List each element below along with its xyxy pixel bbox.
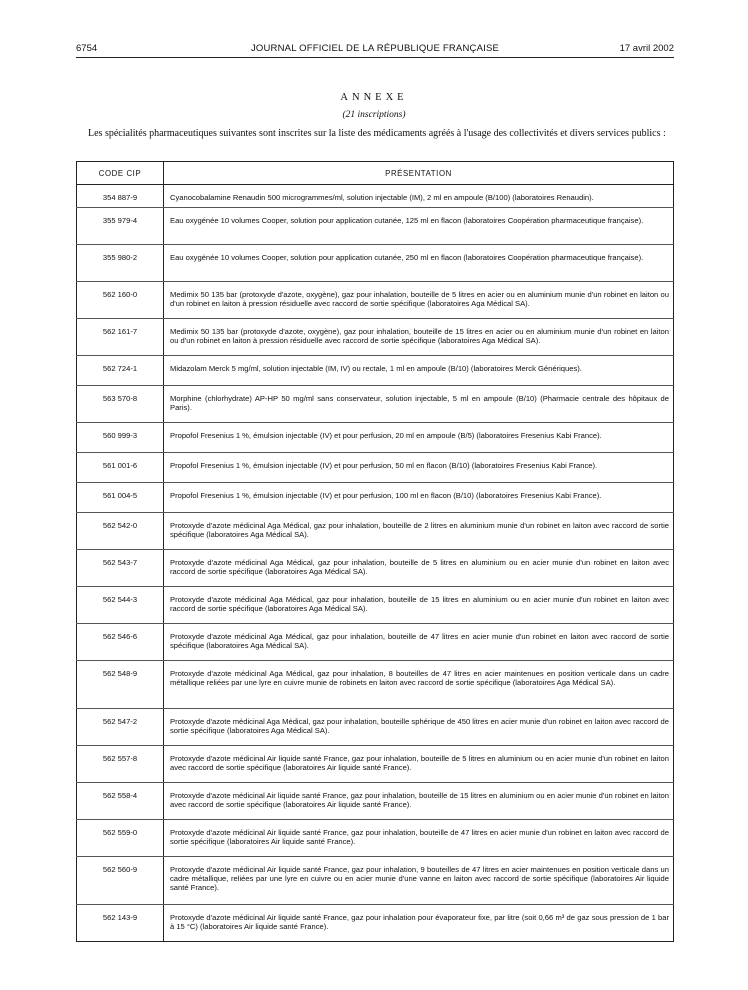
presentation-cell: Protoxyde d'azote médicinal Air liquide santé France, gaz pour inhalation, bouteille de 15 litres en aluminium ou en acier munie d'un robinet en laiton avec raccord de sortie spécifique (laboratoires Air liquide santé France). bbox=[164, 783, 674, 820]
presentation-cell: Protoxyde d'azote médicinal Air liquide santé France, gaz pour inhalation pour évaporateur fixe, par litre (soit 0,66 m³ de gaz sous pression de 1 bar à 15 °C) (laboratoires Air liquide santé France). bbox=[164, 905, 674, 942]
table-row bbox=[77, 453, 674, 483]
cip-code-cell: 560 999-3 bbox=[77, 423, 164, 453]
cip-code-cell: 354 887-9 bbox=[77, 185, 164, 208]
cip-code-cell: 561 004-5 bbox=[77, 483, 164, 513]
table-row bbox=[77, 185, 674, 208]
cip-code-cell: 355 980-2 bbox=[77, 245, 164, 282]
presentation-cell: Midazolam Merck 5 mg/ml, solution injectable (IM, IV) ou rectale, 1 ml en ampoule (B/10) (laboratoires Merck Génériques). bbox=[164, 356, 674, 386]
table-row bbox=[77, 783, 674, 820]
table-row bbox=[77, 905, 674, 942]
cip-code-cell: 562 547-2 bbox=[77, 709, 164, 746]
column-header-code: CODE CIP bbox=[77, 162, 164, 185]
presentation-cell: Propofol Fresenius 1 %, émulsion injectable (IV) et pour perfusion, 50 ml en flacon (B/10) (laboratoires Fresenius Kabi France). bbox=[164, 453, 674, 483]
presentation-cell: Protoxyde d'azote médicinal Aga Médical, gaz pour inhalation, bouteille de 15 litres en aluminium ou en acier munie d'un robinet en laiton avec raccord de sortie spécifique (laboratoires Aga Médical SA). bbox=[164, 587, 674, 624]
cip-code-cell: 562 548-9 bbox=[77, 661, 164, 709]
table-row bbox=[77, 319, 674, 356]
running-header bbox=[76, 41, 674, 58]
cip-code-cell: 562 560-9 bbox=[77, 857, 164, 905]
table-row bbox=[77, 550, 674, 587]
presentation-cell: Cyanocobalamine Renaudin 500 microgrammes/ml, solution injectable (IM), 2 ml en ampoule (B/100) (laboratoires Renaudin). bbox=[164, 185, 674, 208]
annexe-title: ANNEXE bbox=[340, 92, 408, 103]
presentation-cell: Propofol Fresenius 1 %, émulsion injectable (IV) et pour perfusion, 100 ml en flacon (B/10) (laboratoires Fresenius Kabi France). bbox=[164, 483, 674, 513]
presentation-cell: Protoxyde d'azote médicinal Aga Médical, gaz pour inhalation, bouteille de 5 litres en aluminium ou en acier munie d'un robinet en laiton avec raccord de sortie spécifique (laboratoires Aga Médical SA). bbox=[164, 550, 674, 587]
presentation-cell: Protoxyde d'azote médicinal Air liquide santé France, gaz pour inhalation, 9 bouteilles de 47 litres en acier maintenues en position verticale dans un cadre métallique, reliées par une lyre en cuivre ou en acier munie d'une vanne en laiton avec raccord de sortie spécifique (laboratoires Air liquide santé France). bbox=[164, 857, 674, 905]
annexe-subtitle: (21 inscriptions) bbox=[342, 110, 406, 120]
cip-code-cell: 562 557-8 bbox=[77, 746, 164, 783]
table-header-row bbox=[77, 162, 674, 185]
publication-date: 17 avril 2002 bbox=[619, 43, 674, 54]
journal-title: JOURNAL OFFICIEL DE LA RÉPUBLIQUE FRANÇAISE bbox=[250, 43, 500, 54]
table-row bbox=[77, 423, 674, 453]
table-row bbox=[77, 356, 674, 386]
presentation-cell: Protoxyde d'azote médicinal Air liquide santé France, gaz pour inhalation, bouteille de 5 litres en aluminium ou en acier munie d'un robinet en laiton avec raccord de sortie spécifique (laboratoires Air liquide santé France). bbox=[164, 746, 674, 783]
table-row bbox=[77, 513, 674, 550]
presentation-cell: Eau oxygénée 10 volumes Cooper, solution pour application cutanée, 250 ml en flacon (laboratoires Coopération pharmaceutique française). bbox=[164, 245, 674, 282]
cip-code-cell: 562 543-7 bbox=[77, 550, 164, 587]
table-row bbox=[77, 587, 674, 624]
intro-paragraph: Les spécialités pharmaceutiques suivantes sont inscrites sur la liste des médicaments agréés à l'usage des collectivités et divers services publics : bbox=[88, 128, 666, 139]
table-body bbox=[77, 185, 674, 942]
table-row bbox=[77, 709, 674, 746]
table-row bbox=[77, 208, 674, 245]
medication-table bbox=[76, 161, 674, 942]
table-row bbox=[77, 820, 674, 857]
presentation-cell: Protoxyde d'azote médicinal Aga Médical, gaz pour inhalation, bouteille de 47 litres en acier munie d'un robinet en laiton avec raccord de sortie spécifique (laboratoires Aga Médical SA). bbox=[164, 624, 674, 661]
presentation-cell: Medimix 50 135 bar (protoxyde d'azote, oxygène), gaz pour inhalation, bouteille de 5 litres en acier ou en aluminium munie d'un robinet en laiton ou d'un robinet en laiton à pression résiduelle avec raccord de sortie spécifique (laboratoires Aga Médical SA). bbox=[164, 282, 674, 319]
cip-code-cell: 562 724-1 bbox=[77, 356, 164, 386]
presentation-cell: Medimix 50 135 bar (protoxyde d'azote, oxygène), gaz pour inhalation, bouteille de 15 litres en acier ou en aluminium munie d'un robinet en laiton ou d'un robinet en laiton à pression résiduelle avec raccord de sortie spécifique (laboratoires Aga Médical SA). bbox=[164, 319, 674, 356]
cip-code-cell: 562 559-0 bbox=[77, 820, 164, 857]
cip-code-cell: 562 558-4 bbox=[77, 783, 164, 820]
presentation-cell: Eau oxygénée 10 volumes Cooper, solution pour application cutanée, 125 ml en flacon (laboratoires Coopération pharmaceutique française). bbox=[164, 208, 674, 245]
presentation-cell: Protoxyde d'azote médicinal Aga Médical, gaz pour inhalation, bouteille de 2 litres en aluminium munie d'un robinet en laiton avec raccord de sortie spécifique (laboratoires Aga Médical SA). bbox=[164, 513, 674, 550]
table-row bbox=[77, 245, 674, 282]
cip-code-cell: 562 161-7 bbox=[77, 319, 164, 356]
column-header-presentation: PRÉSENTATION bbox=[164, 162, 674, 185]
presentation-cell: Protoxyde d'azote médicinal Aga Médical, gaz pour inhalation, bouteille sphérique de 450 litres en acier munie d'un robinet en laiton avec raccord de sortie spécifique (laboratoires Aga Médical SA). bbox=[164, 709, 674, 746]
table-row bbox=[77, 386, 674, 423]
cip-code-cell: 562 544-3 bbox=[77, 587, 164, 624]
cip-code-cell: 562 160-0 bbox=[77, 282, 164, 319]
presentation-cell: Propofol Fresenius 1 %, émulsion injectable (IV) et pour perfusion, 20 ml en ampoule (B/5) (laboratoires Fresenius Kabi France). bbox=[164, 423, 674, 453]
presentation-cell: Protoxyde d'azote médicinal Air liquide santé France, gaz pour inhalation, bouteille de 47 litres en acier munie d'un robinet en laiton avec raccord de sortie spécifique (laboratoires Air liquide santé France). bbox=[164, 820, 674, 857]
cip-code-cell: 562 546-6 bbox=[77, 624, 164, 661]
table-row bbox=[77, 746, 674, 783]
cip-code-cell: 563 570-8 bbox=[77, 386, 164, 423]
table-row bbox=[77, 661, 674, 709]
presentation-cell: Morphine (chlorhydrate) AP-HP 50 mg/ml sans conservateur, solution injectable, 5 ml en ampoule (B/10) (Pharmacie centrale des hôpitaux de Paris). bbox=[164, 386, 674, 423]
cip-code-cell: 355 979-4 bbox=[77, 208, 164, 245]
table-row bbox=[77, 624, 674, 661]
cip-code-cell: 562 542-0 bbox=[77, 513, 164, 550]
cip-code-cell: 561 001-6 bbox=[77, 453, 164, 483]
presentation-cell: Protoxyde d'azote médicinal Aga Médical, gaz pour inhalation, 8 bouteilles de 47 litres en acier maintenues en position verticale dans un cadre métallique reliées par une lyre en cuivre munie de robinets en laiton avec raccord de sortie spécifique (laboratoires Aga Médical SA). bbox=[164, 661, 674, 709]
table-row bbox=[77, 857, 674, 905]
table-row bbox=[77, 483, 674, 513]
table-row bbox=[77, 282, 674, 319]
cip-code-cell: 562 143-9 bbox=[77, 905, 164, 942]
page-number: 6754 bbox=[76, 43, 98, 54]
